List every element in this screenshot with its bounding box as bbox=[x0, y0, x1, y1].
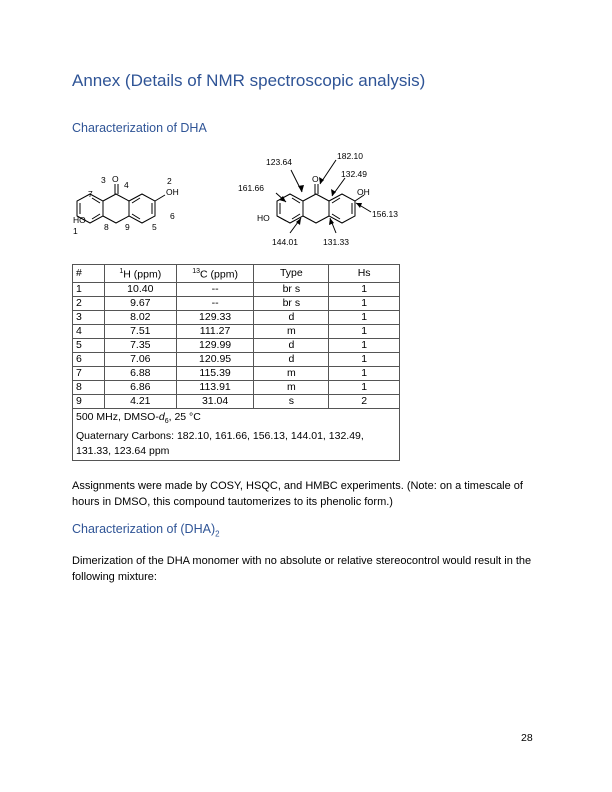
right-ring-c bbox=[329, 194, 355, 223]
label-6: 6 bbox=[170, 211, 175, 221]
label-oh-right: OH bbox=[357, 187, 370, 197]
label-4: 4 bbox=[124, 180, 129, 190]
shift-156-13: 156.13 bbox=[372, 209, 398, 219]
table-cell: 6.86 bbox=[104, 380, 176, 394]
table-footer-row bbox=[73, 408, 400, 460]
table-row bbox=[73, 352, 400, 366]
section-title-dha-dimer: Characterization of $(DHA)_2$ bbox=[72, 522, 220, 539]
table-cell: 3 bbox=[73, 310, 105, 324]
table-cell: 115.39 bbox=[176, 366, 254, 380]
table-row bbox=[73, 282, 400, 296]
table-cell: 7 bbox=[73, 366, 105, 380]
table-cell: 2 bbox=[73, 296, 105, 310]
table-cell: 5 bbox=[73, 338, 105, 352]
shift-123-64: 123.64 bbox=[266, 157, 292, 167]
table-cell: 10.40 bbox=[104, 282, 176, 296]
table-cell: 1 bbox=[329, 338, 400, 352]
header-1h: $^1$H (ppm) bbox=[104, 265, 176, 283]
middle-ring-top bbox=[103, 194, 129, 201]
table-cell: 113.91 bbox=[176, 380, 254, 394]
table-cell: br s bbox=[254, 282, 329, 296]
label-ho-right: HO bbox=[257, 213, 270, 223]
table-cell: d bbox=[254, 338, 329, 352]
table-row bbox=[73, 338, 400, 352]
table-cell: 1 bbox=[329, 366, 400, 380]
table-cell: 111.27 bbox=[176, 324, 254, 338]
table-cell: 9 bbox=[73, 394, 105, 408]
label-5: 5 bbox=[152, 222, 157, 232]
table-cell: br s bbox=[254, 296, 329, 310]
label-3: 3 bbox=[101, 175, 106, 185]
table-row bbox=[73, 380, 400, 394]
table-cell: 7.51 bbox=[104, 324, 176, 338]
footer-quaternary-carbons: Quaternary Carbons: 182.10, 161.66, 156.13, 144.01, 132.49, 131.33, 123.64 ppm bbox=[76, 429, 364, 457]
shift-131-33: 131.33 bbox=[323, 237, 349, 247]
table-cell: 1 bbox=[329, 352, 400, 366]
label-o-right: O bbox=[312, 174, 319, 184]
label-oh-left: OH bbox=[166, 187, 179, 197]
shift-132-49: 132.49 bbox=[341, 169, 367, 179]
label-o-left: O bbox=[112, 174, 119, 184]
table-cell: 1 bbox=[329, 310, 400, 324]
table-row bbox=[73, 394, 400, 408]
table-cell: 129.99 bbox=[176, 338, 254, 352]
table-cell: m bbox=[254, 324, 329, 338]
table-cell: 1 bbox=[329, 282, 400, 296]
shift-144-01: 144.01 bbox=[272, 237, 298, 247]
header-number: # bbox=[73, 265, 105, 283]
table-cell: 129.33 bbox=[176, 310, 254, 324]
page-number: 28 bbox=[521, 732, 533, 744]
table-row bbox=[73, 296, 400, 310]
table-cell: 4 bbox=[73, 324, 105, 338]
shift-161-66: 161.66 bbox=[238, 183, 264, 193]
table-cell: 8.02 bbox=[104, 310, 176, 324]
annex-heading: Annex (Details of NMR spectroscopic analysis) bbox=[72, 71, 426, 90]
table-cell: 9.67 bbox=[104, 296, 176, 310]
table-cell: m bbox=[254, 366, 329, 380]
label-2: 2 bbox=[167, 176, 172, 186]
table-cell: 7.35 bbox=[104, 338, 176, 352]
dha-structures bbox=[0, 0, 612, 260]
table-cell: 7.06 bbox=[104, 352, 176, 366]
table-cell: 6 bbox=[73, 352, 105, 366]
table-cell: -- bbox=[176, 282, 254, 296]
table-cell: 8 bbox=[73, 380, 105, 394]
table-row bbox=[73, 324, 400, 338]
header-hs: Hs bbox=[329, 265, 400, 283]
dimerization-paragraph: Dimerization of the DHA monomer with no absolute or relative stereocontrol would result in the following mixture: bbox=[72, 555, 532, 583]
label-8: 8 bbox=[104, 222, 109, 232]
table-cell: 1 bbox=[73, 282, 105, 296]
shift-182-10: 182.10 bbox=[337, 151, 363, 161]
label-9: 9 bbox=[125, 222, 130, 232]
table-cell: d bbox=[254, 352, 329, 366]
table-footer bbox=[73, 408, 400, 460]
table-cell: 1 bbox=[329, 324, 400, 338]
table-row bbox=[73, 366, 400, 380]
label-1: 1 bbox=[73, 226, 78, 236]
table-cell: 1 bbox=[329, 296, 400, 310]
table-body bbox=[73, 282, 400, 408]
header-13c: $^{13}$C (ppm) bbox=[176, 265, 254, 283]
table-cell: 31.04 bbox=[176, 394, 254, 408]
table-cell: 2 bbox=[329, 394, 400, 408]
table-cell: -- bbox=[176, 296, 254, 310]
left-ring-c bbox=[129, 194, 155, 223]
table-cell: 1 bbox=[329, 380, 400, 394]
table-cell: 6.88 bbox=[104, 366, 176, 380]
table-cell: d bbox=[254, 310, 329, 324]
assignments-paragraph: Assignments were made by COSY, HSQC, and HMBC experiments. (Note: on a timescale of hours in DMSO, this compound tautomerizes to its phenolic form.) bbox=[72, 480, 523, 508]
table-cell: 120.95 bbox=[176, 352, 254, 366]
table-row bbox=[73, 310, 400, 324]
table-header-row bbox=[73, 265, 400, 283]
section-title-dha: Characterization of DHA bbox=[72, 121, 207, 135]
label-7: 7 bbox=[88, 189, 93, 199]
label-ho-left: HO bbox=[73, 215, 86, 225]
header-type: Type bbox=[254, 265, 329, 283]
footer-conditions: 500 MHz, DMSO-$d_6$, 25 °C bbox=[76, 410, 201, 425]
nmr-table bbox=[72, 264, 400, 461]
table-cell: m bbox=[254, 380, 329, 394]
table-cell: 4.21 bbox=[104, 394, 176, 408]
table-cell: s bbox=[254, 394, 329, 408]
